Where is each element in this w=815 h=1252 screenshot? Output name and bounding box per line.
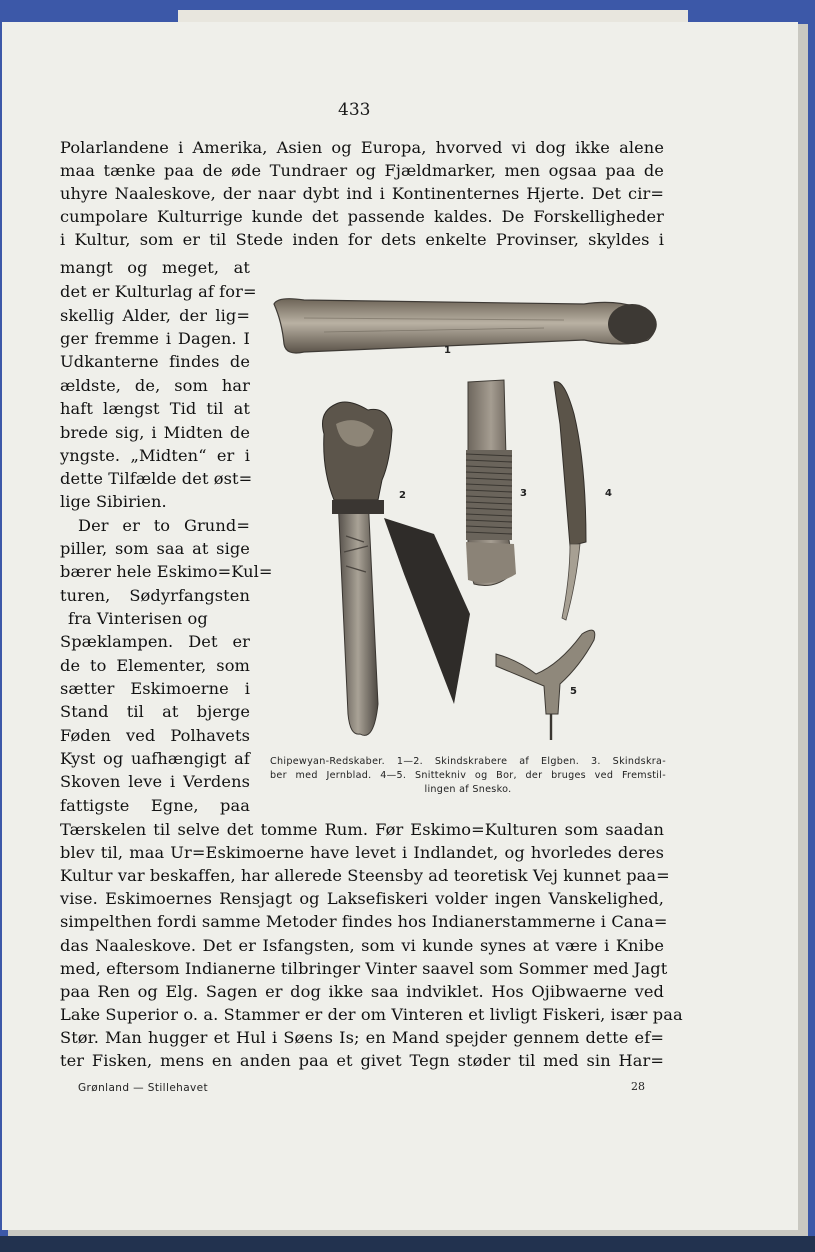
text-line: piller, som saa at sige bbox=[60, 539, 250, 558]
text-line: blev til, maa Ur=Eskimoerne have levet i Indlandet, og hvorledes deres bbox=[60, 843, 664, 862]
text-line: haft længst Tid til at bbox=[60, 399, 250, 418]
figure-label-5: 5 bbox=[570, 686, 577, 697]
text-line: Føden ved Polhavets bbox=[60, 726, 250, 745]
text-line: simpelthen fordi samme Metoder findes hos Indianerstammerne i Cana= bbox=[60, 912, 668, 931]
text-line: bærer hele Eskimo=Kul= bbox=[60, 562, 273, 581]
text-line: das Naaleskove. Det er Isfangsten, som vi kunde synes at være i Knibe bbox=[60, 936, 664, 955]
text-line: Udkanterne findes de bbox=[60, 352, 250, 371]
caption-line: Chipewyan-Redskaber. 1—2. Skindskrabere af Elgben. 3. Skindskra- bbox=[270, 756, 666, 767]
text-line: ældste, de, som har bbox=[60, 376, 250, 395]
figure-label-3: 3 bbox=[520, 488, 527, 499]
tool-4-snow-knife bbox=[554, 382, 586, 620]
text-line: Kultur var beskaffen, har allerede Steensby ad teoretisk Vej kunnet paa= bbox=[60, 866, 670, 885]
text-line: fattigste Egne, paa bbox=[60, 796, 250, 815]
figure-label-4: 4 bbox=[605, 488, 612, 499]
tool-1-bone-scraper bbox=[274, 299, 656, 353]
text-line: yngste. „Midten“ er i bbox=[60, 446, 250, 465]
tools-figure bbox=[264, 274, 666, 744]
text-line: Stand til at bjerge bbox=[60, 702, 250, 721]
tool-5-bow-drill bbox=[496, 630, 595, 740]
text-line: Der er to Grund= bbox=[78, 516, 250, 535]
tool-2-scraper-with-flap bbox=[323, 402, 471, 735]
text-line: de to Elementer, som bbox=[60, 656, 250, 675]
text-line: turen, Sødyrfangsten bbox=[60, 586, 250, 605]
text-line: ter Fisken, mens en anden paa et givet Tegn støder til med sin Har= bbox=[60, 1051, 664, 1070]
figure-label-2: 2 bbox=[399, 490, 406, 501]
text-line: ger fremme i Dagen. I bbox=[60, 329, 250, 348]
text-line: fra Vinterisen og bbox=[68, 609, 208, 628]
text-line: skellig Alder, der lig= bbox=[60, 306, 250, 325]
caption-line: ber med Jernblad. 4—5. Snittekniv og Bor, der bruges ved Fremstil- bbox=[270, 770, 666, 781]
page-number: 433 bbox=[338, 100, 371, 120]
text-line: uhyre Naaleskove, der naar dybt ind i Kontinenternes Hjerte. Det cir= bbox=[60, 184, 664, 203]
footer-signature: Grønland — Stillehavet bbox=[78, 1082, 209, 1094]
text-line: lige Sibirien. bbox=[60, 492, 167, 511]
text-line: Kyst og uafhængigt af bbox=[60, 749, 250, 768]
text-line: paa Ren og Elg. Sagen er dog ikke saa indviklet. Hos Ojibwaerne ved bbox=[60, 982, 664, 1001]
caption-line: lingen af Snesko. bbox=[424, 784, 512, 795]
text-line: det er Kulturlag af for= bbox=[60, 282, 257, 301]
cover-bottom-edge bbox=[0, 1236, 815, 1252]
text-line: vise. Eskimoernes Rensjagt og Laksefiskeri volder ingen Vanskelighed, bbox=[60, 889, 664, 908]
tools-illustration bbox=[264, 274, 666, 744]
footer-sheet-number: 28 bbox=[631, 1080, 645, 1093]
text-line: maa tænke paa de øde Tundraer og Fjældmarker, men ogsaa paa de bbox=[60, 161, 664, 180]
text-line: Tærskelen til selve det tomme Rum. Før Eskimo=Kulturen som saadan bbox=[60, 820, 664, 839]
text-line: dette Tilfælde det øst= bbox=[60, 469, 253, 488]
tool-3-scraper-iron-blade bbox=[466, 380, 516, 586]
text-line: sætter Eskimoerne i bbox=[60, 679, 250, 698]
text-line: Polarlandene i Amerika, Asien og Europa, hvorved vi dog ikke alene bbox=[60, 138, 664, 157]
text-line: Skoven leve i Verdens bbox=[60, 772, 250, 791]
text-line: mangt og meget, at bbox=[60, 258, 250, 277]
text-line: cumpolare Kulturrige kunde det passende kaldes. De Forskelligheder bbox=[60, 207, 664, 226]
text-line: Lake Superior o. a. Stammer er der om Vinteren et livligt Fiskeri, især paa bbox=[60, 1005, 683, 1024]
figure-label-1: 1 bbox=[444, 345, 451, 356]
figure-caption bbox=[270, 755, 666, 797]
text-line: i Kultur, som er til Stede inden for dets enkelte Provinser, skyldes i bbox=[60, 230, 664, 249]
text-line: med, eftersom Indianerne tilbringer Vinter saavel som Sommer med Jagt bbox=[60, 959, 668, 978]
book-page bbox=[2, 22, 798, 1230]
text-line: brede sig, i Midten de bbox=[60, 423, 250, 442]
text-line: Stør. Man hugger et Hul i Søens Is; en Mand spejder gennem dette ef= bbox=[60, 1028, 664, 1047]
text-line: Spæklampen. Det er bbox=[60, 632, 250, 651]
